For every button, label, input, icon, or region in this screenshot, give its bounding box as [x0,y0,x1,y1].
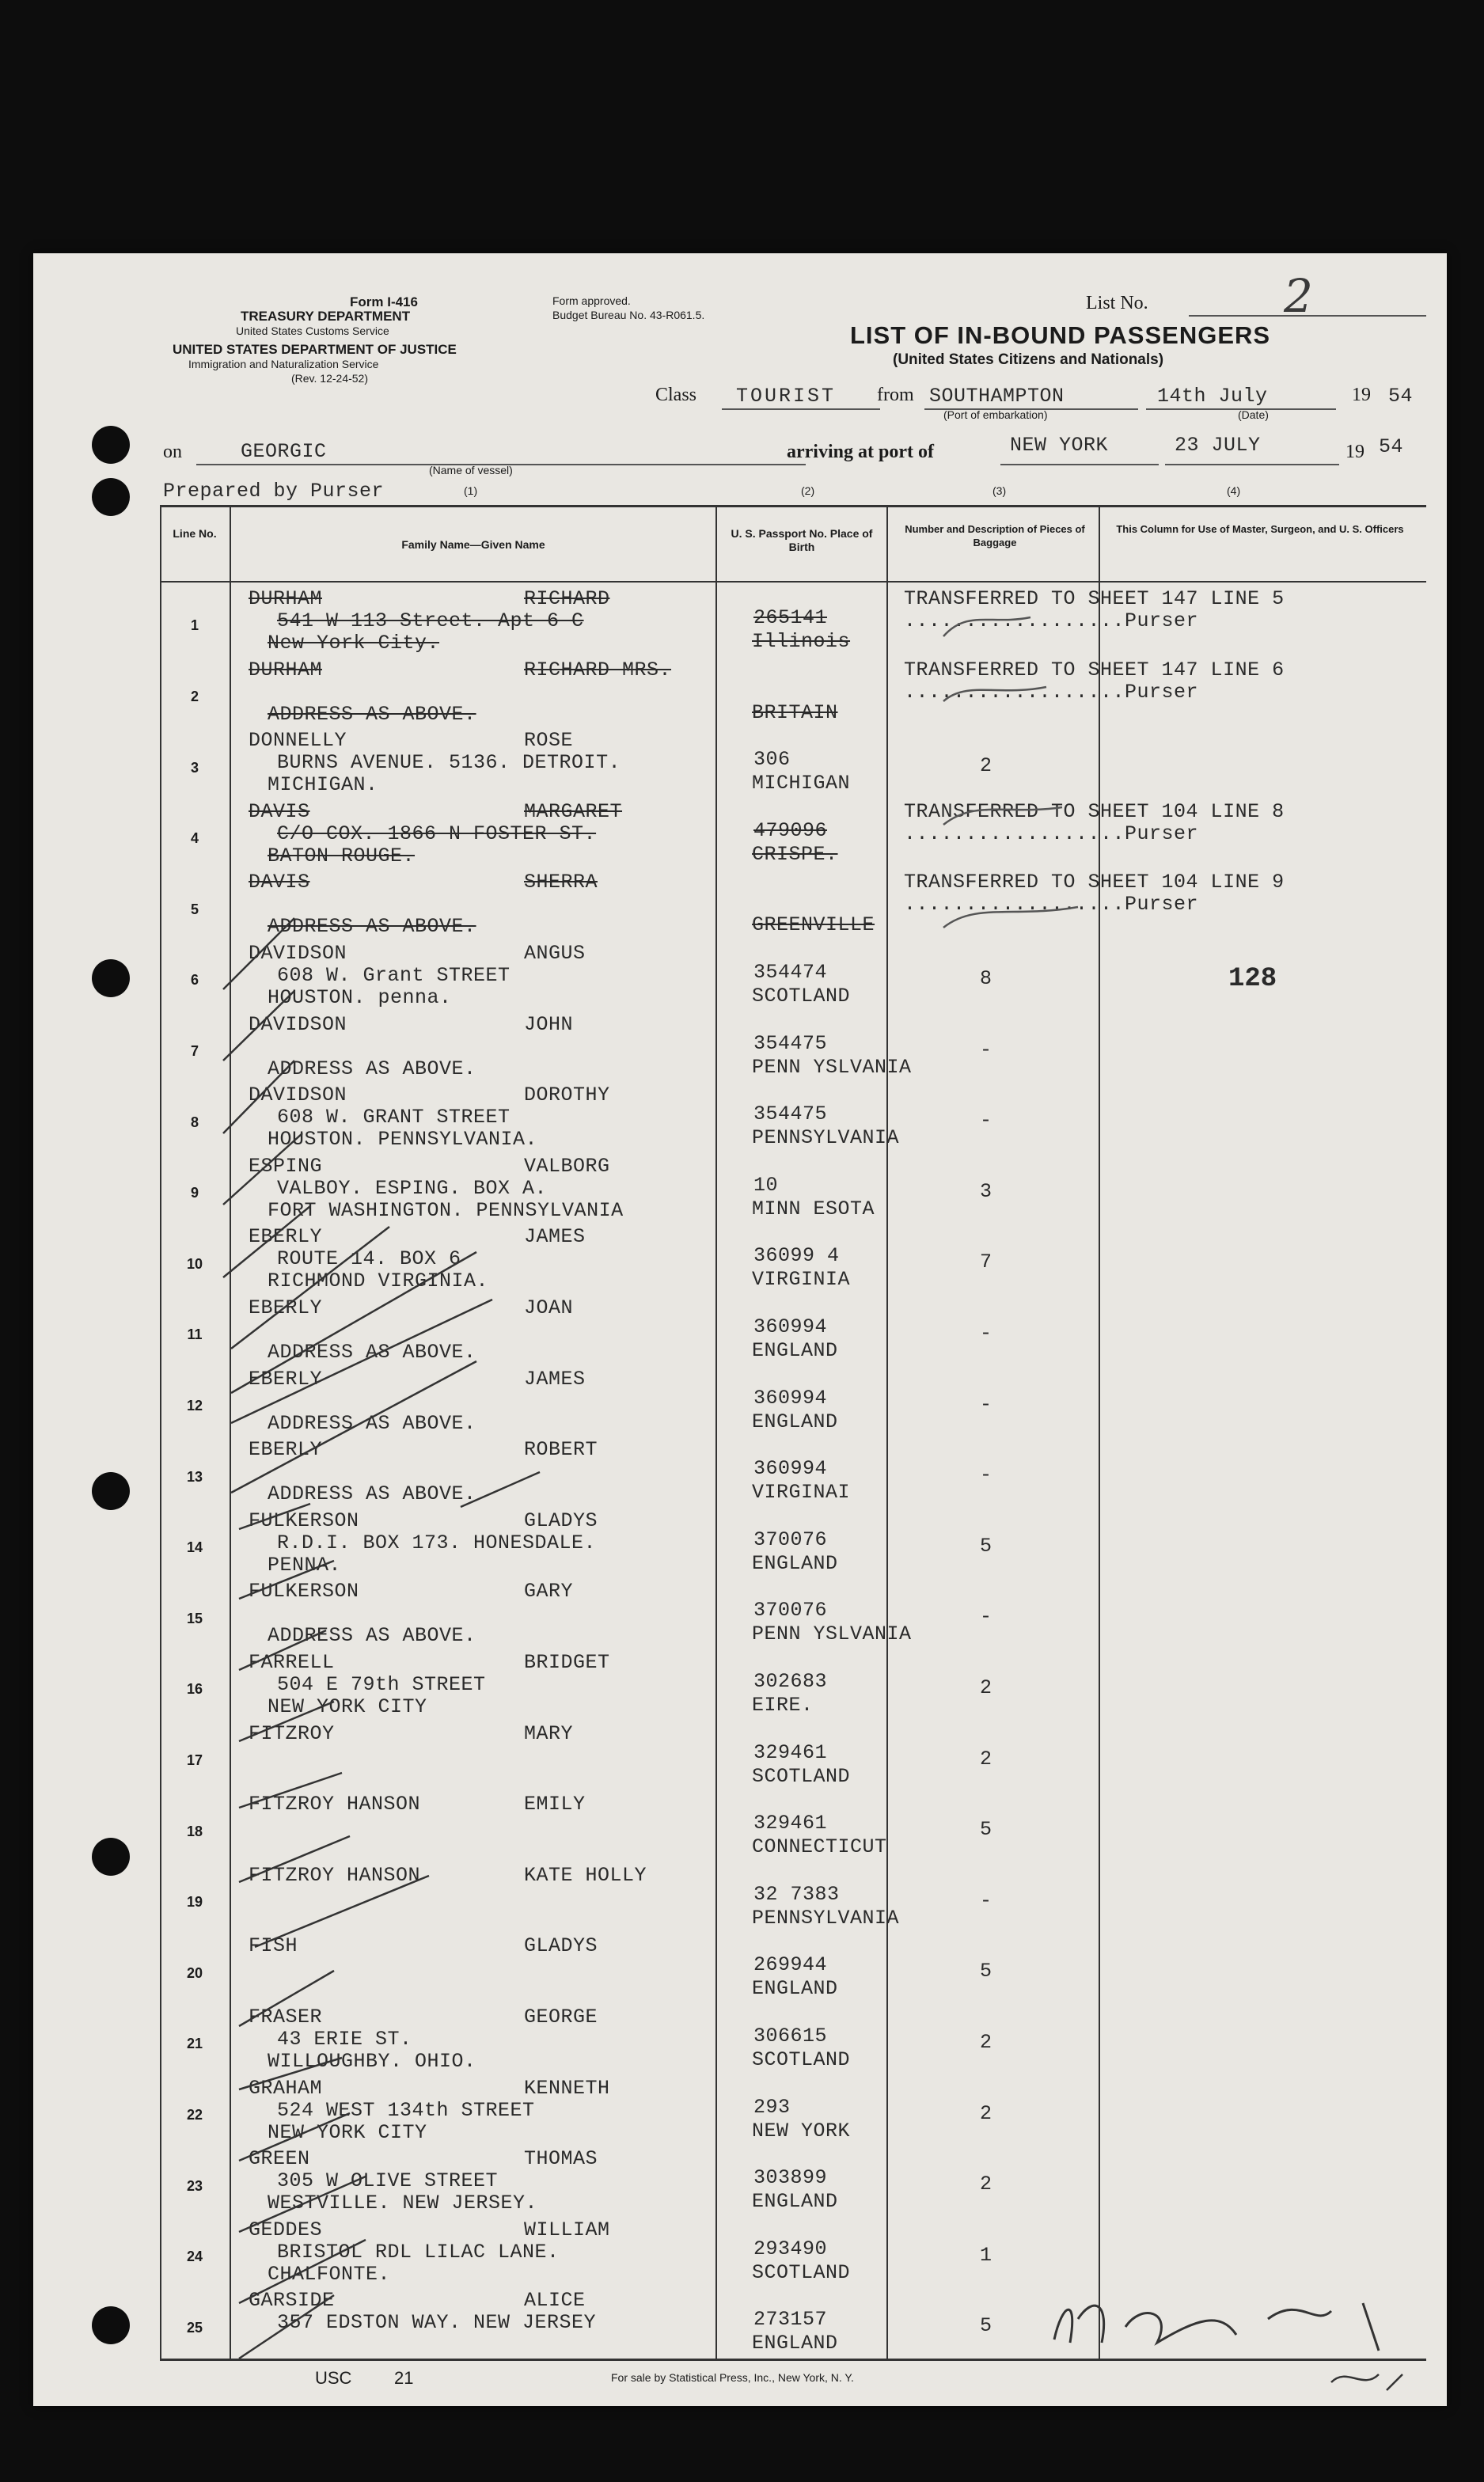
vessel-caption: (Name of vessel) [429,464,513,476]
prepared-by: Prepared by Purser [163,480,385,503]
address-line-2: PENNA. [268,1553,342,1577]
port-caption: (Port of embarkation) [943,408,1048,421]
given-name: RICHARD [524,587,610,610]
line-number: 9 [190,1185,199,1201]
place-of-birth: SCOTLAND [752,985,851,1008]
place-of-birth: ENGLAND [752,2332,838,2355]
baggage-count: - [980,1605,992,1629]
passport-number: 293490 [753,2237,828,2260]
embark-date: 14th July [1157,385,1268,408]
address-line-2: ADDRESS AS ABOVE. [268,702,476,726]
passport-number: 306 [753,748,791,772]
family-name: GARSIDE [249,2289,335,2313]
passport-number: 354475 [753,1102,828,1126]
line-number: 14 [186,1539,203,1556]
embark-port: SOUTHAMPTON [929,385,1065,408]
given-name: MARGARET [524,799,623,823]
baggage-count: - [980,1109,992,1133]
passport-number: 265141 [753,606,828,629]
given-name: ROBERT [524,1438,598,1462]
footer-press: For sale by Statistical Press, Inc., New York, N. Y. [611,2371,854,2384]
col-num-3: (3) [992,484,1007,497]
family-name: DURHAM [249,587,323,610]
place-of-birth: SCOTLAND [752,2048,851,2071]
col-num-4: (4) [1227,484,1241,497]
family-name: DONNELLY [249,729,347,753]
baggage-count: 5 [980,1534,992,1558]
immigration-service: Immigration and Naturalization Service [188,358,379,370]
address-line-2: ADDRESS AS ABOVE. [268,1057,476,1080]
family-name: GRAHAM [249,2076,323,2100]
place-of-birth: CONNECTICUT [752,1835,887,1859]
place-of-birth: Illinois [752,630,851,653]
place-of-birth: ENGLAND [752,1977,838,2001]
line-number: 1 [190,617,199,634]
family-name: FITZROY [249,1721,335,1745]
given-name: VALBORG [524,1154,610,1178]
baggage-count: 5 [980,1818,992,1842]
treasury-dept: TREASURY DEPARTMENT [241,309,411,324]
line-number: 15 [186,1610,203,1626]
given-name: DOROTHY [524,1084,610,1107]
line-number: 8 [190,1114,199,1130]
officer-note-2: ..................Purser [904,822,1199,845]
given-name: JOHN [524,1012,574,1036]
address-line-2: HOUSTON. penna. [268,986,452,1009]
family-name: FULKERSON [249,1509,359,1532]
given-name: JAMES [524,1367,586,1391]
line-number: 3 [190,759,199,776]
family-name: DAVIDSON [249,942,347,965]
passport-number: 360994 [753,1457,828,1481]
line-number: 23 [186,2177,203,2194]
family-name: EBERLY [249,1225,323,1249]
given-name: GLADYS [524,1934,598,1958]
family-name: FISH [249,1934,298,1958]
officer-note: TRANSFERRED TO SHEET 147 LINE 5 [904,587,1285,610]
family-name: EBERLY [249,1367,323,1391]
line-number: 25 [186,2319,203,2336]
family-name: DAVIDSON [249,1084,347,1107]
address-line-1: 357 EDSTON WAY. NEW JERSEY [277,2311,597,2335]
col-header-name: Family Name—Given Name [401,538,545,551]
passport-number: 354474 [753,961,828,984]
passport-number: 269944 [753,1953,828,1977]
line-number: 2 [190,688,199,704]
given-name: GARY [524,1580,574,1603]
passport-number: 32 7383 [753,1882,840,1906]
passport-number: 360994 [753,1386,828,1410]
handwritten-marks [33,253,1447,2406]
line-number: 13 [186,1468,203,1485]
family-name: GEDDES [249,2218,323,2241]
family-name: EBERLY [249,1438,323,1462]
col-header-passport: U. S. Passport No. Place of Birth [731,527,873,553]
year-prefix: 19 [1352,385,1371,405]
given-name: ROSE [524,729,574,753]
address-line-1: C/O COX. 1866 N FOSTER ST. [277,822,597,845]
class-value: TOURIST [736,385,837,408]
baggage-count: 5 [980,1960,992,1983]
given-name: EMILY [524,1793,586,1816]
list-no-label: List No. [1086,293,1148,313]
family-name: GREEN [249,2147,310,2171]
place-of-birth: ENGLAND [752,1551,838,1575]
given-name: KENNETH [524,2076,610,2100]
address-line-1: R.D.I. BOX 173. HONESDALE. [277,1531,597,1554]
year-value: 54 [1388,385,1414,408]
baggage-count: 1 [980,2243,992,2267]
place-of-birth: MICHIGAN [752,772,851,795]
address-line-2: WILLOUGHBY. OHIO. [268,2050,476,2073]
given-name: GLADYS [524,1509,598,1532]
given-name: ALICE [524,2289,586,2313]
place-of-birth: VIRGINAI [752,1481,851,1505]
line-number: 24 [186,2249,203,2265]
col-header-baggage: Number and Description of Pieces of Baggage [905,523,1085,548]
line-number: 16 [186,1681,203,1698]
passport-number: 360994 [753,1315,828,1338]
on-label: on [163,442,182,462]
passport-number: 329461 [753,1812,828,1835]
baggage-count: - [980,1392,992,1416]
given-name: GEORGE [524,2006,598,2028]
arrival-year-prefix: 19 [1345,442,1364,462]
family-name: FITZROY HANSON [249,1863,421,1887]
line-number: 10 [186,1255,203,1272]
baggage-count: 3 [980,1179,992,1203]
address-line-1: 608 W. GRANT STREET [277,1106,510,1129]
line-number: 19 [186,1894,203,1911]
date-caption: (Date) [1238,408,1269,421]
line-number: 21 [186,2036,203,2052]
address-line-1: BRISTOL RDL LILAC LANE. [277,2240,560,2264]
col-header-officers: This Column for Use of Master, Surgeon, and U. S. Officers [1116,523,1404,535]
line-number: 11 [187,1326,203,1343]
passport-number: 302683 [753,1670,828,1693]
count-annotation: 128 [1228,964,1277,994]
line-number: 4 [190,830,199,847]
address-line-1: 541 W 113 Street. Apt 6 C [277,609,584,632]
officer-note: TRANSFERRED TO SHEET 147 LINE 6 [904,658,1285,681]
arrival-port: NEW YORK [1010,434,1109,457]
official-initials [943,617,1078,928]
customs-service: United States Customs Service [236,324,389,337]
address-line-2: New York City. [268,632,440,655]
baggage-count: - [980,1038,992,1061]
place-of-birth: ENGLAND [752,2190,838,2214]
family-name: FULKERSON [249,1580,359,1603]
justice-dept: UNITED STATES DEPARTMENT OF JUSTICE [173,342,457,357]
col-num-1: (1) [464,484,478,497]
family-name: DAVIDSON [249,1012,347,1036]
baggage-count: 2 [980,2101,992,2125]
place-of-birth: NEW YORK [752,2119,851,2142]
baggage-count: 7 [980,1250,992,1274]
arriving-label: arriving at port of [787,442,934,462]
passport-number: 306615 [753,2025,828,2047]
given-name: KATE HOLLY [524,1863,647,1887]
officer-note: TRANSFERRED TO SHEET 104 LINE 8 [904,799,1285,823]
line-number: 7 [190,1042,199,1059]
given-name: THOMAS [524,2147,598,2171]
family-name: DAVIS [249,871,310,894]
signature-initials [1331,2374,1402,2390]
place-of-birth: BRITAIN [752,700,838,724]
place-of-birth: MINN ESOTA [752,1197,875,1220]
address-line-1: BURNS AVENUE. 5136. DETROIT. [277,751,621,775]
line-number: 6 [190,972,199,989]
document-title: LIST OF IN-BOUND PASSENGERS [850,321,1271,349]
passport-number: 479096 [753,818,828,842]
passport-number: 293 [753,2095,791,2119]
signature-image [1054,2303,1379,2351]
place-of-birth: PENN YSLVANIA [752,1055,912,1079]
passport-number: 329461 [753,1740,828,1764]
address-line-2: CHALFONTE. [268,2262,391,2286]
address-line-2: ADDRESS AS ABOVE. [268,1482,476,1506]
address-line-2: ADDRESS AS ABOVE. [268,1624,476,1648]
address-line-1: 608 W. Grant STREET [277,964,510,987]
family-name: DAVIS [249,799,310,823]
footer-code: USC [315,2368,352,2388]
family-name: EBERLY [249,1296,323,1319]
col-header-line-no: Line No. [173,527,217,540]
address-line-1: VALBOY. ESPING. BOX A. [277,1176,548,1200]
document-subtitle: (United States Citizens and Nationals) [893,351,1164,368]
address-line-2: FORT WASHINGTON. PENNSYLVANIA [268,1198,624,1222]
line-number: 17 [186,1751,203,1768]
baggage-count: 2 [980,2031,992,2054]
family-name: FRASER [249,2006,323,2028]
baggage-count: - [980,1463,992,1487]
address-line-2: NEW YORK CITY [268,2120,427,2144]
approval-note: Form approved. [552,294,631,307]
given-name: JAMES [524,1225,586,1249]
place-of-birth: PENNSYLVANIA [752,1906,900,1930]
passport-number: 36099 4 [753,1244,840,1268]
given-name: JOAN [524,1296,574,1319]
officer-note: TRANSFERRED TO SHEET 104 LINE 9 [904,871,1285,894]
address-line-2: MICHIGAN. [268,773,378,797]
line-number: 18 [186,1823,203,1839]
given-name: SHERRA [524,871,598,894]
place-of-birth: EIRE. [752,1694,814,1717]
officer-note-2: ..................Purser [904,609,1199,632]
address-line-1: 524 WEST 134th STREET [277,2098,535,2122]
address-line-1: 43 ERIE ST. [277,2028,412,2051]
address-line-2: RICHMOND VIRGINIA. [268,1269,489,1293]
col-num-2: (2) [801,484,815,497]
passenger-list-sheet [33,253,1447,2406]
address-line-2: HOUSTON. PENNSYLVANIA. [268,1128,538,1152]
footer-page: 21 [394,2368,414,2388]
place-of-birth: VIRGINIA [752,1268,851,1292]
from-label: from [877,385,914,405]
address-line-2: ADDRESS AS ABOVE. [268,1411,476,1435]
given-name: BRIDGET [524,1651,610,1674]
check-marks [223,918,540,2359]
given-name: RICHARD MRS. [524,658,672,681]
family-name: FITZROY HANSON [249,1793,421,1816]
officer-note-2: ..................Purser [904,680,1199,704]
line-number: 20 [186,1964,203,1981]
address-line-2: ADDRESS AS ABOVE. [268,915,476,939]
passport-number: 370076 [753,1528,828,1551]
baggage-count: 5 [980,2314,992,2338]
address-line-1: ROUTE 14. BOX 6 [277,1247,461,1271]
passport-number: 10 [753,1173,779,1197]
passport-number: 370076 [753,1599,828,1622]
baggage-count: 8 [980,967,992,990]
place-of-birth: SCOTLAND [752,1764,851,1788]
family-name: FARRELL [249,1651,335,1674]
place-of-birth: SCOTLAND [752,2260,851,2284]
arrival-date: 23 JULY [1175,434,1261,457]
place-of-birth: PENNSYLVANIA [752,1126,900,1150]
baggage-count: - [980,1322,992,1345]
line-number: 12 [186,1397,203,1414]
officer-note-2: ..................Purser [904,893,1199,917]
address-line-2: ADDRESS AS ABOVE. [268,1341,476,1364]
class-label: Class [655,385,697,405]
place-of-birth: GREENVILLE [752,913,875,937]
given-name: WILLIAM [524,2218,610,2241]
baggage-count: 2 [980,2173,992,2196]
baggage-count: 2 [980,754,992,778]
place-of-birth: ENGLAND [752,1410,838,1433]
line-number: 5 [190,901,199,917]
address-line-2: BATON ROUGE. [268,844,416,867]
baggage-count: - [980,1888,992,1912]
passport-number: 354475 [753,1031,828,1055]
vessel-name: GEORGIC [241,440,327,463]
list-no-value: 2 [1284,269,1313,323]
family-name: DURHAM [249,658,323,681]
arrival-year: 54 [1379,435,1404,458]
given-name: MARY [524,1721,574,1745]
given-name: ANGUS [524,942,586,965]
place-of-birth: PENN YSLVANIA [752,1622,912,1646]
address-line-2: NEW YORK CITY [268,1695,427,1718]
place-of-birth: CRISPE. [752,842,838,866]
address-line-1: 504 E 79th STREET [277,1673,486,1696]
address-line-1: 305 W OLIVE STREET [277,2169,499,2193]
baggage-count: 2 [980,1676,992,1699]
baggage-count: 2 [980,1747,992,1770]
revision-date: (Rev. 12-24-52) [291,372,369,385]
place-of-birth: ENGLAND [752,1339,838,1362]
address-line-2: WESTVILLE. NEW JERSEY. [268,2192,538,2215]
budget-bureau: Budget Bureau No. 43-R061.5. [552,309,705,321]
line-number: 22 [186,2106,203,2123]
form-number: Form I-416 [350,294,418,309]
passport-number: 303899 [753,2166,828,2190]
passport-number: 273157 [753,2308,828,2332]
family-name: ESPING [249,1154,323,1178]
